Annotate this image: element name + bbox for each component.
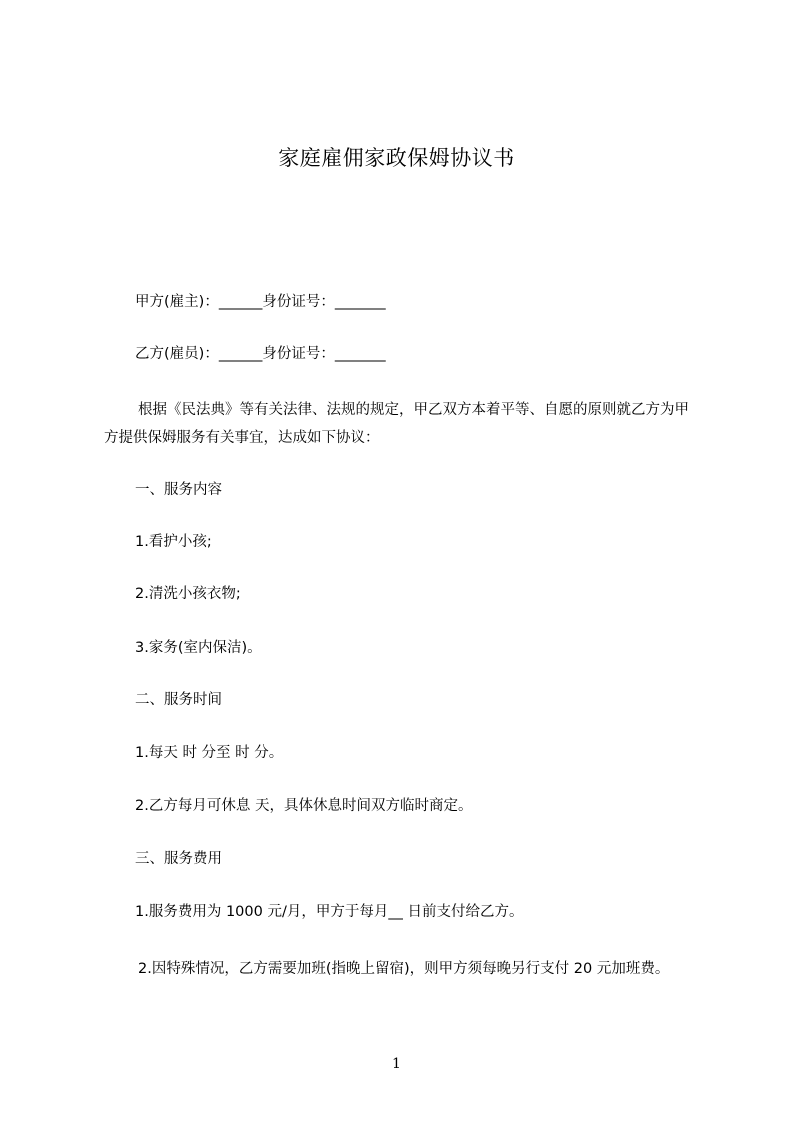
document-title: 家庭雇佣家政保姆协议书 xyxy=(278,146,515,170)
section-1-item-2: 2.清洗小孩衣物; xyxy=(135,586,241,602)
section-2-item-2: 2.乙方每月可休息 天，具体休息时间双方临时商定。 xyxy=(135,798,473,814)
intro-paragraph: 根据《民法典》等有关法律、法规的规定，甲乙双方本着平等、自愿的原则就乙方为甲方提供保姆服务有关事宜，达成如下协议： xyxy=(104,402,689,446)
page-number: 1 xyxy=(392,1056,401,1072)
section-3-item-2: 2.因特殊情况，乙方需要加班(指晚上留宿)，则甲方须每晚另行支付 20 元加班费。 xyxy=(138,961,670,977)
section-2-heading: 二、服务时间 xyxy=(135,692,222,708)
section-3-item-1: 1.服务费用为 1000 元/月，甲方于每月__ 日前支付给乙方。 xyxy=(135,904,524,920)
section-1-heading: 一、服务内容 xyxy=(135,482,222,498)
party-a-line: 甲方(雇主)：______身份证号：_______ xyxy=(135,294,386,310)
section-1-item-3: 3.家务(室内保洁)。 xyxy=(135,640,262,656)
section-1-item-1: 1.看护小孩; xyxy=(135,534,212,550)
section-3-heading: 三、服务费用 xyxy=(135,851,222,867)
party-b-line: 乙方(雇员)：______身份证号：_______ xyxy=(135,346,386,362)
section-2-item-1: 1.每天 时 分至 时 分。 xyxy=(135,745,284,761)
